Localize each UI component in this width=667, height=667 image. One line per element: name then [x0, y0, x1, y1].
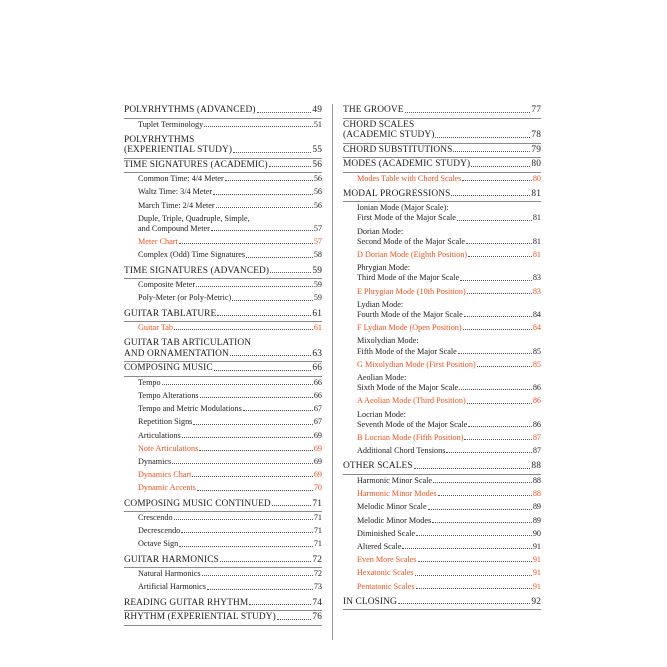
dot-leader — [217, 315, 311, 316]
toc-entry-title: Complex (Odd) Time Signatures — [138, 250, 246, 260]
toc-entry[interactable] — [124, 173, 322, 186]
dot-leader — [179, 243, 313, 244]
toc-entry[interactable] — [343, 409, 541, 432]
toc-entry-title-line: Ionian Mode (Major Scale): — [357, 203, 449, 213]
toc-entry-title: GUITAR TABLATURE — [124, 308, 217, 319]
toc-entry-title: Repetition Signs — [138, 417, 193, 427]
toc-entry[interactable] — [124, 236, 322, 249]
toc-page-number: 81 — [532, 213, 541, 223]
dot-leader — [196, 286, 313, 287]
toc-page-number: 49 — [312, 105, 322, 115]
toc-entry-title: Third Mode of the Major Scale — [357, 273, 460, 283]
toc-page-number: 78 — [531, 130, 541, 140]
toc-entry[interactable] — [343, 119, 541, 144]
toc-page-number: 57 — [313, 237, 322, 247]
toc-entry-title: IN CLOSING — [343, 596, 397, 607]
toc-entry[interactable] — [343, 567, 541, 580]
toc-entry-title: TIME SIGNATURES (ADVANCED) — [124, 265, 270, 276]
dot-leader — [246, 257, 313, 258]
toc-entry[interactable] — [343, 335, 541, 358]
toc-entry[interactable] — [343, 372, 541, 395]
toc-page-number: 91 — [532, 541, 541, 551]
dot-leader — [162, 384, 313, 385]
toc-entry[interactable] — [124, 322, 322, 337]
toc-entry[interactable] — [124, 308, 322, 323]
toc-page-number: 61 — [312, 308, 322, 319]
toc-page-number: 83 — [532, 286, 541, 296]
toc-page-number: 81 — [532, 250, 541, 260]
dot-leader — [435, 137, 530, 138]
toc-page-number: 77 — [531, 105, 541, 115]
toc-page-number: 58 — [313, 250, 322, 260]
toc-page-number: 88 — [531, 461, 541, 472]
toc-page-number: 71 — [313, 526, 322, 536]
toc-entry-title: Artificial Harmonics — [138, 582, 206, 592]
toc-entry-title: F Lydian Mode (Open Position) — [357, 323, 462, 333]
toc-right-column — [343, 104, 541, 610]
toc-entry[interactable] — [343, 528, 541, 541]
toc-page-number: 91 — [532, 555, 541, 565]
toc-page-number: 84 — [532, 323, 541, 333]
toc-page-number: 87 — [532, 446, 541, 456]
toc-entry[interactable] — [124, 581, 322, 596]
toc-page-number: 66 — [313, 377, 322, 387]
toc-page-number: 86 — [532, 419, 541, 429]
toc-entry-title: OTHER SCALES — [343, 461, 413, 472]
toc-entry[interactable] — [124, 186, 322, 199]
toc-page-number: 81 — [532, 236, 541, 246]
dot-leader — [272, 505, 312, 506]
toc-entry[interactable] — [124, 538, 322, 553]
dot-leader — [230, 355, 312, 356]
toc-page-number: 69 — [313, 430, 322, 440]
toc-entry-title: TIME SIGNATURES (ACADEMIC) — [124, 159, 268, 170]
toc-entry-title-line: GUITAR TAB ARTICULATION — [124, 338, 252, 349]
dot-leader — [398, 603, 531, 604]
toc-entry-title: GUITAR HARMONICS — [124, 554, 219, 565]
toc-entry[interactable] — [343, 322, 541, 335]
toc-entry-title: Diminished Scale — [357, 528, 415, 538]
dot-leader — [433, 482, 532, 483]
toc-page-number: 71 — [313, 539, 322, 549]
toc-entry-title: Tempo — [138, 377, 161, 387]
toc-entry-title: Meter Chart — [138, 237, 178, 247]
toc-entry-title: MODAL PROGRESSIONS — [343, 188, 451, 199]
toc-entry-title: AND ORNAMENTATION — [124, 348, 229, 359]
toc-page-number: 56 — [313, 187, 322, 197]
toc-page-number: 86 — [532, 396, 541, 406]
toc-entry-title: Additional Chord Tensions — [357, 446, 446, 456]
toc-page-number: 61 — [313, 323, 322, 333]
toc-entry[interactable] — [343, 173, 541, 188]
toc-entry[interactable] — [124, 390, 322, 403]
dot-leader — [174, 519, 313, 520]
dot-leader — [200, 397, 313, 398]
toc-page-number: 63 — [312, 348, 322, 359]
toc-entry-title-line: Phrygian Mode: — [357, 263, 410, 273]
toc-entry-title-line: Duple, Triple, Quadruple, Simple, — [138, 213, 250, 223]
toc-page-number: 51 — [313, 119, 322, 129]
toc-entry-title: Natural Harmonics — [138, 569, 201, 579]
toc-entry-title-line: Aeolian Mode: — [357, 373, 407, 383]
toc-page-number: 88 — [532, 489, 541, 499]
dot-leader — [477, 366, 532, 367]
toc-page-number: 67 — [313, 417, 322, 427]
toc-entry[interactable] — [124, 611, 322, 626]
toc-entry-title: Fourth Mode of the Major Scale — [357, 310, 463, 320]
toc-entry-title: (EXPERIENTIAL STUDY) — [124, 145, 233, 156]
toc-entry-title: Modes Table with Chord Scales — [357, 173, 462, 183]
toc-page-number: 83 — [532, 273, 541, 283]
toc-entry[interactable] — [124, 119, 322, 134]
toc-page-number: 55 — [312, 145, 322, 156]
dot-leader — [197, 490, 313, 491]
toc-page-number: 56 — [312, 159, 322, 170]
toc-entry[interactable] — [124, 597, 322, 612]
toc-page-number: 59 — [313, 280, 322, 290]
dot-leader — [269, 166, 312, 167]
dot-leader — [193, 424, 312, 425]
toc-entry[interactable] — [124, 430, 322, 443]
toc-page-number: 72 — [313, 569, 322, 579]
toc-entry-title: A Aeolian Mode (Third Position) — [357, 396, 466, 406]
dot-leader — [468, 426, 532, 427]
toc-page-number: 73 — [313, 582, 322, 592]
toc-entry-title: E Phrygian Mode (10th Position) — [357, 286, 466, 296]
toc-page-number: 87 — [532, 433, 541, 443]
toc-entry[interactable] — [124, 525, 322, 538]
dot-leader — [464, 439, 531, 440]
toc-entry[interactable] — [343, 541, 541, 554]
toc-page-number: 69 — [313, 456, 322, 466]
dot-leader — [458, 353, 532, 354]
toc-entry-title: Dynamics — [138, 456, 172, 466]
toc-entry[interactable] — [343, 104, 541, 119]
dot-leader — [459, 389, 532, 390]
toc-entry-title: COMPOSING MUSIC CONTINUED — [124, 498, 271, 509]
toc-entry[interactable] — [124, 134, 322, 159]
toc-entry-title: RHYTHM (EXPERIENTIAL STUDY) — [124, 612, 276, 623]
toc-page-number: 81 — [531, 188, 541, 199]
toc-entry[interactable] — [124, 213, 322, 236]
toc-entry[interactable] — [124, 512, 322, 525]
toc-entry-title: Octave Sign — [138, 539, 179, 549]
toc-page-number: 92 — [531, 596, 541, 607]
dot-leader — [467, 403, 532, 404]
toc-entry-title: Melodic Minor Modes — [357, 515, 432, 525]
dot-leader — [402, 548, 531, 549]
dot-leader — [220, 561, 312, 562]
toc-page-number: 72 — [312, 554, 322, 565]
dot-leader — [277, 619, 312, 620]
dot-leader — [416, 588, 532, 589]
toc-entry-title-line: CHORD SCALES — [343, 119, 415, 130]
toc-entry-title: THE GROOVE — [343, 105, 404, 115]
toc-entry[interactable] — [343, 475, 541, 488]
dot-leader — [204, 126, 313, 127]
toc-page-number: 67 — [313, 404, 322, 414]
toc-entry[interactable] — [343, 395, 541, 408]
toc-entry-title: Harmonic Minor Scale — [357, 475, 433, 485]
dot-leader — [451, 195, 530, 196]
toc-page-number: 69 — [313, 470, 322, 480]
toc-entry[interactable] — [343, 596, 541, 611]
toc-entry[interactable] — [343, 488, 541, 501]
dot-leader — [462, 180, 531, 181]
toc-entry[interactable] — [343, 286, 541, 299]
dot-leader — [211, 230, 313, 231]
toc-entry[interactable] — [343, 460, 541, 475]
dot-leader — [467, 293, 532, 294]
toc-page-number: 71 — [313, 513, 322, 523]
toc-entry[interactable] — [343, 158, 541, 173]
dot-leader — [463, 329, 532, 330]
toc-entry-title: Tempo Alterations — [138, 390, 199, 400]
dot-leader — [432, 522, 532, 523]
toc-entry[interactable] — [343, 554, 541, 567]
toc-entry[interactable] — [343, 249, 541, 262]
toc-page-number: 66 — [313, 390, 322, 400]
toc-entry[interactable] — [343, 226, 541, 249]
toc-page-number: 80 — [531, 159, 541, 169]
dot-leader — [468, 256, 532, 257]
dot-leader — [233, 152, 311, 153]
toc-entry-title: First Mode of the Major Scale — [357, 213, 456, 223]
toc-entry[interactable] — [343, 581, 541, 596]
toc-entry-title: Note Articulations — [138, 443, 199, 453]
dot-leader — [428, 509, 532, 510]
dot-leader — [438, 495, 532, 496]
dot-leader — [181, 532, 313, 533]
toc-entry-title: B Locrian Mode (Fifth Position) — [357, 433, 464, 443]
toc-page-number: 59 — [312, 265, 322, 276]
toc-entry-title: Decrescendo — [138, 526, 181, 536]
toc-entry[interactable] — [124, 292, 322, 307]
toc-entry[interactable] — [124, 337, 322, 362]
dot-leader — [453, 151, 530, 152]
toc-page-number: 74 — [312, 597, 322, 608]
toc-page-number: 57 — [313, 224, 322, 234]
toc-page-number: 85 — [532, 359, 541, 369]
toc-entry[interactable] — [343, 188, 541, 203]
toc-page-number: 89 — [532, 502, 541, 512]
toc-page-number: 56 — [313, 200, 322, 210]
dot-leader — [415, 575, 532, 576]
toc-entry[interactable] — [124, 265, 322, 280]
toc-entry-title: CHORD SUBSTITUTIONS — [343, 144, 453, 155]
toc-entry-title: Sixth Mode of the Major Scale — [357, 383, 459, 393]
toc-entry-title: MODES (ACADEMIC STUDY) — [343, 159, 471, 169]
dot-leader — [214, 370, 312, 371]
toc-page-number: 88 — [532, 475, 541, 485]
dot-leader — [457, 220, 532, 221]
toc-page-number: 66 — [312, 363, 322, 374]
toc-entry-title: POLYRHYTHMS (ADVANCED) — [124, 105, 256, 115]
toc-entry[interactable] — [124, 554, 322, 569]
toc-entry[interactable] — [124, 443, 322, 456]
toc-entry-title: Harmonic Minor Modes — [357, 489, 437, 499]
toc-left-column — [124, 104, 322, 626]
toc-entry[interactable] — [124, 568, 322, 581]
toc-entry-title-line: Locrian Mode: — [357, 409, 406, 419]
toc-page-number: 91 — [532, 581, 541, 591]
toc-entry[interactable] — [343, 501, 541, 514]
toc-entry[interactable] — [124, 200, 322, 213]
toc-entry[interactable] — [124, 159, 322, 174]
toc-entry-title: Dynamic Accents — [138, 483, 196, 493]
toc-entry[interactable] — [124, 377, 322, 390]
toc-entry[interactable] — [343, 144, 541, 159]
dot-leader — [257, 112, 312, 113]
toc-entry-title: Guitar Tab — [138, 323, 173, 333]
toc-entry[interactable] — [343, 359, 541, 372]
dot-leader — [405, 112, 531, 113]
toc-page-number: 89 — [532, 515, 541, 525]
dot-leader — [213, 194, 313, 195]
dot-leader — [174, 329, 313, 330]
toc-page-number: 84 — [532, 310, 541, 320]
toc-page-number: 91 — [532, 568, 541, 578]
toc-page-number: 79 — [531, 144, 541, 155]
dot-leader — [179, 546, 313, 547]
dot-leader — [249, 604, 311, 605]
toc-entry-title-line: Lydian Mode: — [357, 299, 404, 309]
dot-leader — [416, 535, 532, 536]
toc-page-number: 59 — [313, 293, 322, 303]
dot-leader — [418, 561, 532, 562]
toc-entry[interactable] — [124, 456, 322, 469]
dot-leader — [182, 437, 313, 438]
toc-page-number: 80 — [532, 173, 541, 183]
toc-entry-title: Altered Scale — [357, 541, 402, 551]
toc-page-number: 56 — [313, 174, 322, 184]
toc-entry-title: Waltz Time: 3/4 Meter — [138, 187, 213, 197]
toc-page-number: 70 — [313, 483, 322, 493]
toc-entry-title: Dynamics Chart — [138, 470, 192, 480]
dot-leader — [471, 166, 530, 167]
toc-entry[interactable] — [343, 299, 541, 322]
dot-leader — [466, 243, 532, 244]
toc-entry-title: Hexatonic Scales — [357, 568, 414, 578]
toc-entry-title: Even More Scales — [357, 555, 417, 565]
toc-entry[interactable] — [124, 279, 322, 292]
toc-entry-title: G Mixolydian Mode (First Position) — [357, 359, 476, 369]
toc-entry-title: Tuplet Terminology — [138, 119, 204, 129]
dot-leader — [202, 575, 313, 576]
toc-entry-title: March Time: 2/4 Meter — [138, 200, 215, 210]
toc-entry-title: Poly-Meter (or Poly-Metric) — [138, 293, 232, 303]
toc-entry[interactable] — [343, 515, 541, 528]
toc-entry[interactable] — [124, 249, 322, 264]
dot-leader — [199, 450, 313, 451]
toc-entry-title: Pentatonic Scales — [357, 581, 415, 591]
toc-page-number: 86 — [532, 383, 541, 393]
toc-entry[interactable] — [124, 482, 322, 497]
toc-entry-title: Second Mode of the Major Scale — [357, 236, 466, 246]
toc-entry-title: (ACADEMIC STUDY) — [343, 130, 435, 140]
toc-page-number: 85 — [532, 346, 541, 356]
dot-leader — [216, 207, 313, 208]
dot-leader — [172, 463, 313, 464]
dot-leader — [460, 280, 532, 281]
toc-entry[interactable] — [124, 403, 322, 416]
toc-entry[interactable] — [124, 362, 322, 377]
toc-entry-title: READING GUITAR RHYTHM — [124, 597, 249, 608]
toc-page-number: 76 — [312, 612, 322, 623]
toc-entry-title: Articulations — [138, 430, 181, 440]
toc-entry-title-line: POLYRHYTHMS — [124, 134, 195, 145]
dot-leader — [192, 476, 312, 477]
dot-leader — [414, 468, 531, 469]
toc-entry[interactable] — [343, 202, 541, 225]
toc-entry[interactable] — [124, 416, 322, 429]
toc-entry-title: and Compound Meter — [138, 224, 210, 234]
toc-entry[interactable] — [343, 445, 541, 460]
toc-entry-title: Seventh Mode of the Major Scale — [357, 419, 468, 429]
toc-page-number: 71 — [312, 498, 322, 509]
toc-entry-title: COMPOSING MUSIC — [124, 363, 213, 374]
toc-entry-title-line: Dorian Mode: — [357, 226, 404, 236]
toc-entry[interactable] — [124, 498, 322, 513]
toc-page-number: 69 — [313, 443, 322, 453]
dot-leader — [207, 589, 313, 590]
toc-entry-title: Tempo and Metric Modulations — [138, 404, 242, 414]
dot-leader — [446, 452, 531, 453]
dot-leader — [243, 410, 313, 411]
column-divider — [332, 104, 333, 640]
dot-leader — [232, 300, 313, 301]
toc-entry-title: Common Time: 4/4 Meter — [138, 174, 224, 184]
dot-leader — [225, 180, 313, 181]
toc-entry-title: Crescendo — [138, 513, 173, 523]
toc-page-number: 90 — [532, 528, 541, 538]
toc-entry-title-line: Mixolydian Mode: — [357, 336, 419, 346]
toc-entry-title: D Dorian Mode (Eighth Position) — [357, 250, 468, 260]
toc-entry-title: Composite Meter — [138, 280, 196, 290]
toc-entry[interactable] — [343, 262, 541, 285]
dot-leader — [270, 272, 311, 273]
toc-entry-title: Melodic Minor Scale — [357, 502, 427, 512]
dot-leader — [464, 316, 532, 317]
toc-entry[interactable] — [343, 432, 541, 445]
toc-entry-title: Fifth Mode of the Major Scale — [357, 346, 457, 356]
toc-entry[interactable] — [124, 104, 322, 119]
toc-entry[interactable] — [124, 469, 322, 482]
